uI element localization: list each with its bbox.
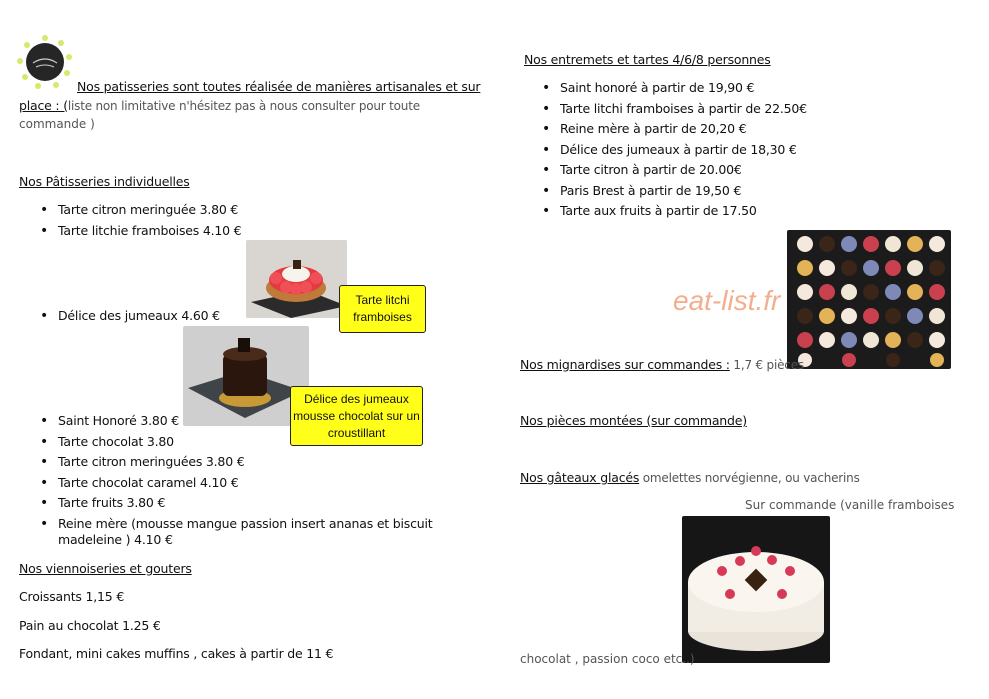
individuelles-heading: Nos Pâtisseries individuelles — [19, 174, 190, 189]
gateau-glace-photo — [682, 516, 830, 663]
intro-note: liste non limitative n'hésitez pas à nous consulter pour toute — [67, 99, 420, 113]
mignardises-photo — [787, 230, 951, 369]
caption-litchi: Tarte litchi framboises — [339, 285, 426, 333]
reine-line-2: madeleine ) 4.10 € — [58, 532, 173, 547]
caption-delice: Délice des jumeaux mousse chocolat sur un croustillant — [290, 386, 423, 446]
list-item: • Tarte citron meringuée 3.80 € — [36, 200, 241, 221]
list-item: • Tarte citron à partir de 20.00€ — [538, 160, 807, 181]
logo — [16, 33, 74, 91]
list-item: • Saint honoré à partir de 19,90 € — [538, 78, 807, 99]
glaces-line-2: Sur commande (vanille framboises — [745, 498, 955, 512]
individuelles-list-2 — [36, 411, 432, 534]
intro-title-end: place : ( — [19, 98, 68, 113]
viennoiserie-line: Croissants 1,15 € — [19, 589, 125, 604]
glaces-heading: Nos gâteaux glacés — [520, 470, 640, 485]
list-item: • Tarte litchie framboises 4.10 € — [36, 221, 241, 242]
watermark: eat-list.fr — [673, 285, 781, 316]
viennoiserie-line: Fondant, mini cakes muffins , cakes à partir de 11 € — [19, 646, 334, 661]
list-item: • Reine mère à partir de 20,20 € — [538, 119, 807, 140]
mignardises-line — [520, 357, 804, 372]
glaces-text: omelettes norvégienne, ou vacherins — [639, 471, 860, 485]
glaces-line-3: chocolat , passion coco etc..) — [520, 652, 695, 666]
entremets-list — [538, 78, 807, 222]
list-item: • Saint Honoré 3.80 € — [36, 411, 432, 432]
tarte-litchi-photo — [246, 240, 347, 318]
intro-note-end: commande ) — [19, 117, 95, 131]
individuelles-list-1 — [36, 200, 241, 241]
gateau-glace-image — [682, 516, 830, 663]
mignardises-heading: Nos mignardises sur commandes : — [520, 357, 730, 372]
mignardises-price: 1,7 € pièces — [729, 358, 804, 372]
list-item: • Délice des jumeaux à partir de 18,30 € — [538, 140, 807, 161]
list-item: • Paris Brest à partir de 19,50 € — [538, 181, 807, 202]
pieces-heading: Nos pièces montées (sur commande) — [520, 413, 747, 428]
logo-icon — [16, 33, 74, 91]
list-item: • Tarte chocolat 3.80 — [36, 432, 432, 453]
tarte-litchi-image — [246, 240, 347, 318]
list-item: • Tarte litchi framboises à partir de 22.50€ — [538, 99, 807, 120]
individuelles-list-delice — [36, 306, 220, 327]
list-item: • Tarte chocolat caramel 4.10 € — [36, 473, 432, 494]
intro-line — [19, 98, 420, 113]
list-item: • Tarte fruits 3.80 € — [36, 493, 432, 514]
list-item: • Tarte aux fruits à partir de 17.50 — [538, 201, 807, 222]
list-item: • Délice des jumeaux 4.60 € — [36, 306, 220, 327]
entremets-heading: Nos entremets et tartes 4/6/8 personnes — [524, 52, 771, 67]
list-item: • Reine mère (mousse mangue passion insert ananas et biscuit — [36, 514, 432, 535]
mignardises-image — [787, 230, 951, 369]
list-item: • Tarte citron meringuées 3.80 € — [36, 452, 432, 473]
glaces-line — [520, 470, 860, 485]
intro-title: Nos patisseries sont toutes réalisée de manières artisanales et sur — [77, 79, 481, 94]
viennoiserie-line: Pain au chocolat 1.25 € — [19, 618, 161, 633]
viennoiseries-heading: Nos viennoiseries et gouters — [19, 561, 192, 576]
